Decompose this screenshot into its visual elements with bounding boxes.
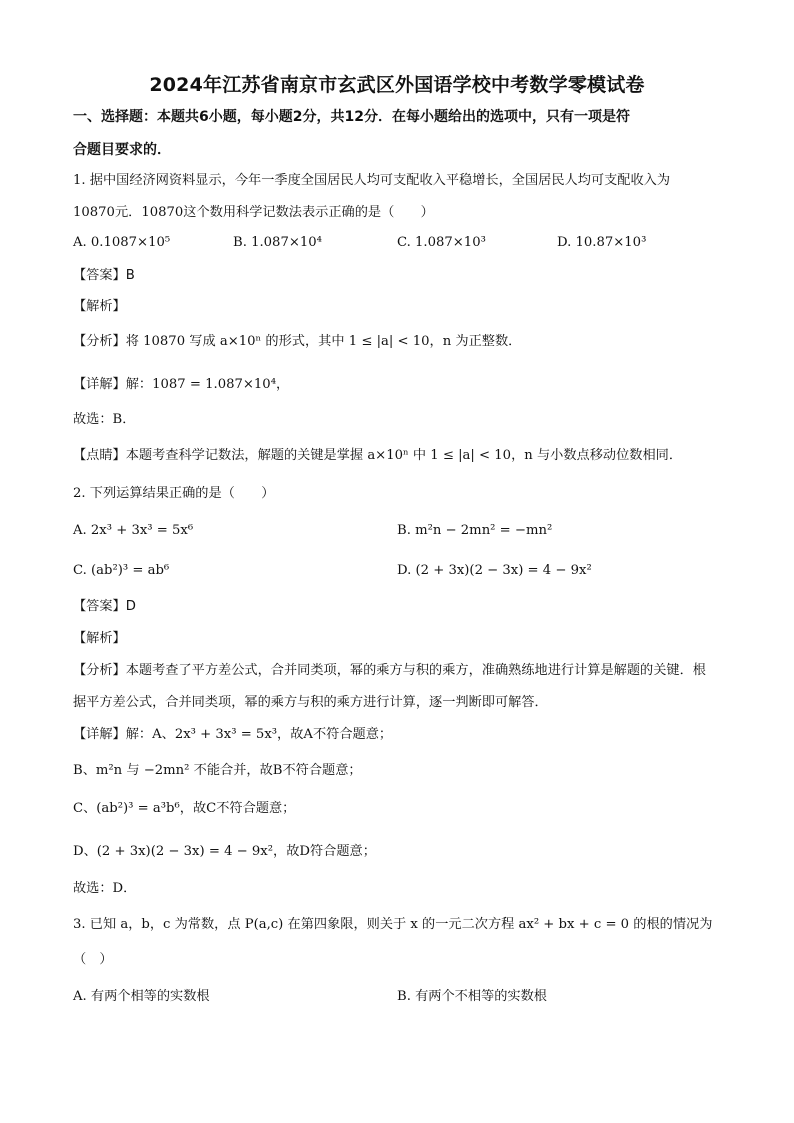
q2-option-d: D. (2 + 3x)(2 − 3x) = 4 − 9x²: [397, 563, 592, 578]
q2-detail-c: C、(ab²)³ = a³b⁶，故C不符合题意；: [73, 801, 296, 816]
q1-option-d: D. 10.87×10³: [557, 235, 647, 250]
q2-detail-d: D、(2 + 3x)(2 − 3x) = 4 − 9x²，故D符合题意；: [73, 844, 376, 859]
q1-analysis: 【分析】将 10870 写成 a×10ⁿ 的形式，其中 1 ≤ |a| < 10，n 为正整数．: [73, 334, 522, 349]
q2-analysis-cont: 据平方差公式，合并同类项，幂的乘方与积的乘方进行计算，逐一判断即可解答．: [73, 695, 548, 710]
q2-answer: 【答案】D: [73, 599, 136, 614]
q1-stem: 1. 据中国经济网资料显示，今年一季度全国居民人均可支配收入平稳增长，全国居民人均可支配收入为: [73, 173, 671, 188]
q2-option-c: C. (ab²)³ = ab⁶: [73, 563, 170, 578]
q2-option-a: A. 2x³ + 3x³ = 5x⁶: [73, 523, 194, 538]
section-heading: 一、选择题：本题共6小题，每小题2分，共12分．在每小题给出的选项中，只有一项是符: [73, 109, 630, 125]
q2-analysis: 【分析】本题考查了平方差公式，合并同类项，幂的乘方与积的乘方，准确熟练地进行计算是解题的关键．根: [73, 663, 706, 678]
q2-option-b: B. m²n − 2mn² = −mn²: [397, 523, 553, 538]
q2-stem: 2. 下列运算结果正确的是（ ）: [73, 486, 275, 501]
q1-option-b: B. 1.087×10⁴: [233, 235, 322, 250]
page-title: 2024年江苏省南京市玄武区外国语学校中考数学零模试卷: [149, 74, 645, 96]
q3-stem: 3. 已知 a，b，c 为常数，点 P(a,c) 在第四象限，则关于 x 的一元二次方程 ax² + bx + c = 0 的根的情况为: [73, 917, 713, 932]
q2-choice: 故选：D．: [73, 881, 137, 896]
q1-answer: 【答案】B: [73, 268, 135, 283]
q1-stem-cont: 10870元．10870这个数用科学记数法表示正确的是（ ）: [73, 205, 434, 220]
q1-option-a: A. 0.1087×10⁵: [73, 235, 171, 250]
q1-jiexi: 【解析】: [73, 299, 126, 314]
q3-option-b: B. 有两个不相等的实数根: [397, 989, 547, 1004]
q3-stem-cont: （ ）: [73, 952, 113, 967]
q1-detail: 【详解】解：1087 = 1.087×10⁴，: [73, 377, 290, 392]
q1-comment: 【点睛】本题考查科学记数法，解题的关键是掌握 a×10ⁿ 中 1 ≤ |a| < 10，n 与小数点移动位数相同．: [73, 448, 683, 463]
q2-detail-a: 【详解】解：A、2x³ + 3x³ = 5x³，故A不符合题意；: [73, 727, 393, 742]
q2-detail-b: B、m²n 与 −2mn² 不能合并，故B不符合题意；: [73, 763, 362, 778]
q1-option-c: C. 1.087×10³: [397, 235, 486, 250]
q3-option-a: A. 有两个相等的实数根: [73, 989, 210, 1004]
q2-jiexi: 【解析】: [73, 631, 126, 646]
section-heading-cont: 合题目要求的．: [73, 142, 171, 158]
q1-choice: 故选：B．: [73, 412, 136, 427]
